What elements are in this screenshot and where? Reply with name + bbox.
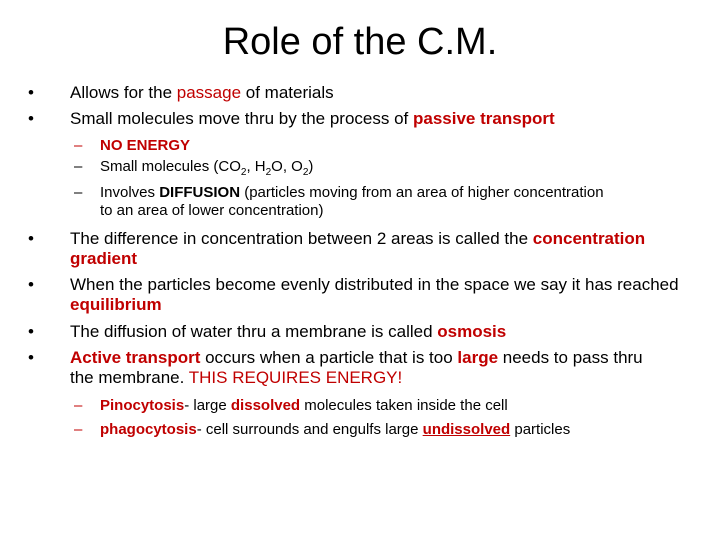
sub-bullet-small-molecules (74, 158, 694, 176)
bullet-passive-transport (28, 109, 700, 129)
sub-bullet-text: Pinocytosis- large dissolved molecules taken inside the cell (100, 397, 508, 414)
bullet-text: Active transport occurs when a particle that is too large needs to pass thru the membrane. THIS REQUIRES ENERGY! (70, 348, 643, 387)
sub-bullet-diffusion (74, 184, 614, 220)
bullet-text: The difference in concentration between 2 areas is called the concentration gradient (70, 229, 646, 268)
keyword-undissolved: undissolved (422, 421, 511, 438)
bullet-marker: • (28, 322, 34, 341)
sub-bullet-phagocytosis (74, 421, 694, 439)
bullet-text: Allows for the passage of materials (70, 83, 334, 102)
bullet-equilibrium (28, 275, 688, 315)
keyword-diffusion: DIFFUSION (159, 184, 241, 201)
bullet-text: The diffusion of water thru a membrane is called osmosis (70, 322, 507, 341)
bullet-active-transport (28, 348, 668, 388)
bullet-marker: • (28, 109, 34, 128)
bullet-marker: • (28, 229, 34, 248)
bullet-text: When the particles become evenly distributed in the space we say it has reached equilibrium (70, 275, 679, 314)
bullet-concentration-gradient (28, 229, 648, 269)
sub-bullet-text: phagocytosis- cell surrounds and engulfs large undissolved particles (100, 421, 571, 438)
dash-marker: – (74, 184, 83, 201)
keyword-phagocytosis: phagocytosis (100, 421, 197, 438)
sub-bullet-pinocytosis (74, 397, 694, 415)
keyword-equilibrium: equilibrium (70, 295, 162, 314)
dash-marker: – (74, 397, 83, 414)
bullet-text: Small molecules move thru by the process of passive transport (70, 109, 555, 128)
sub-bullet-no-energy (74, 137, 694, 155)
dash-marker: – (74, 137, 83, 154)
dash-marker: – (74, 421, 83, 438)
keyword-concentration-gradient: concentration gradient (70, 229, 646, 268)
bullet-marker: • (28, 348, 34, 367)
keyword-passive-transport: passive transport (412, 109, 555, 128)
keyword-passage: passage (176, 83, 242, 102)
requires-energy-text: THIS REQUIRES ENERGY! (188, 368, 403, 387)
bullet-osmosis (28, 322, 700, 342)
bullet-marker: • (28, 83, 34, 102)
bullet-marker: • (28, 275, 34, 294)
slide-title: Role of the C.M. (222, 21, 498, 63)
keyword-osmosis: osmosis (437, 322, 507, 341)
keyword-no-energy: NO ENERGY (100, 137, 191, 154)
keyword-active-transport: Active transport (70, 348, 201, 367)
keyword-large: large (457, 348, 499, 367)
bullet-passage (28, 83, 700, 103)
keyword-dissolved: dissolved (230, 397, 301, 414)
keyword-pinocytosis: Pinocytosis (100, 397, 185, 414)
dash-marker: – (74, 158, 83, 175)
sub-bullet-text: Small molecules ($CO_2$, $H_2O$, $O_2$) (100, 158, 314, 178)
sub-bullet-text: Involves DIFFUSION (particles moving from an area of higher concentration to an area of lower concentration) (100, 184, 604, 219)
